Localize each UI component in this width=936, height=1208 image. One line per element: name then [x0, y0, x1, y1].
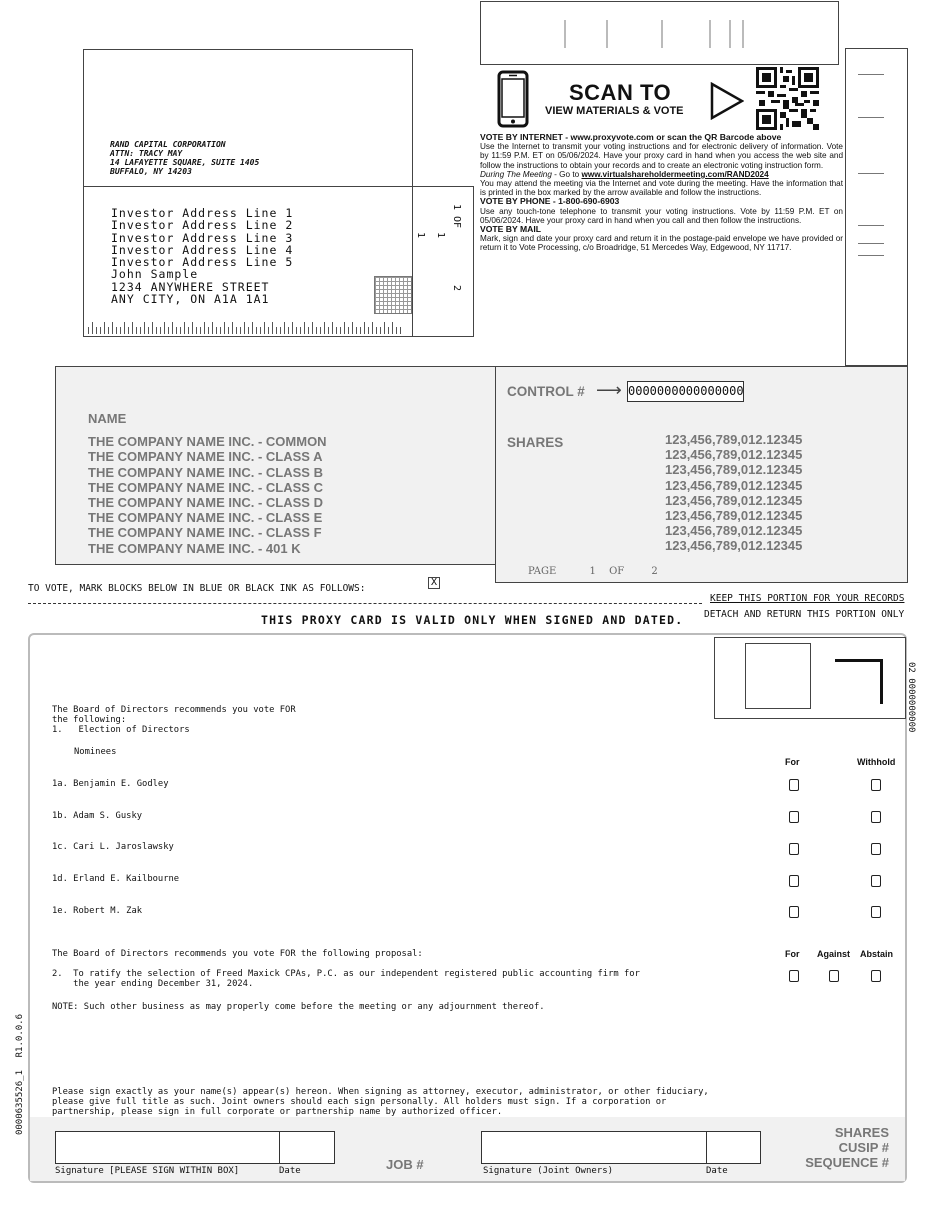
validity-notice: THIS PROXY CARD IS VALID ONLY WHEN SIGNED AND DATED.	[261, 613, 684, 627]
meeting-body: You may attend the meeting via the Internet and vote during the meeting. Have the information that is printed in the box marked by the arrow available and follow the instructions.	[480, 179, 843, 198]
postal-bar	[128, 327, 129, 334]
nominee-1c: 1c. Cari L. Jaroslawsky	[52, 842, 174, 852]
postal-bar	[260, 327, 261, 334]
postal-bar	[196, 327, 197, 334]
postal-bar	[364, 322, 365, 334]
control-number: 0000000000000000	[627, 381, 744, 402]
page-indicator	[528, 566, 658, 577]
page-vertical-c: 1	[415, 232, 426, 239]
postal-bar	[176, 327, 177, 334]
postal-bar	[356, 327, 357, 334]
postal-bar	[308, 327, 309, 334]
postal-bar	[240, 327, 241, 334]
postal-bar	[96, 327, 97, 334]
nominee-1d: 1d. Erland E. Kailbourne	[52, 874, 180, 884]
postal-bar	[352, 322, 353, 334]
nominee-1a: 1a. Benjamin E. Godley	[52, 779, 169, 789]
share-amount: 123,456,789,012.12345	[665, 492, 803, 508]
ballot-barcode-square	[745, 643, 811, 709]
meeting-heading-text: - Go to	[551, 169, 582, 179]
postal-bar	[280, 327, 281, 334]
col-for-header: For	[785, 757, 800, 767]
checkbox-1b-for[interactable]	[789, 811, 799, 823]
address-divider	[412, 186, 413, 336]
shares-field-label: SHARES	[834, 1125, 889, 1140]
postal-bar	[220, 327, 221, 334]
postal-bar	[152, 322, 153, 334]
company-name: THE COMPANY NAME INC. - CLASS A	[88, 449, 323, 465]
postal-bar	[104, 322, 105, 334]
joint-signature-field[interactable]	[481, 1131, 707, 1164]
postal-bar	[316, 327, 317, 334]
postal-bar	[212, 322, 213, 334]
meeting-link[interactable]: www.virtualshareholdermeeting.com/RAND2024	[581, 169, 769, 179]
registration-grid-mark	[374, 276, 412, 314]
postal-bar	[180, 327, 181, 334]
postal-bar	[112, 322, 113, 334]
postal-bar	[160, 327, 161, 334]
page-vertical-a: 1 OF	[451, 204, 462, 229]
postal-bar	[332, 322, 333, 334]
col-against-header: Against	[817, 949, 851, 959]
postal-bar	[400, 327, 401, 334]
checkbox-1b-withhold[interactable]	[871, 811, 881, 823]
page-total: 2	[651, 566, 658, 577]
share-amount: 123,456,789,012.12345	[665, 538, 803, 554]
postal-bar	[300, 327, 301, 334]
postal-bar	[224, 322, 225, 334]
investor-address	[111, 207, 293, 305]
share-amount: 123,456,789,012.12345	[665, 477, 803, 493]
checkbox-1d-withhold[interactable]	[871, 875, 881, 887]
page-of: OF	[609, 566, 625, 577]
postal-bar	[248, 327, 249, 334]
checkbox-1a-for[interactable]	[789, 779, 799, 791]
investor-line: Investor Address Line 2	[111, 218, 294, 233]
postal-bar	[216, 327, 217, 334]
postal-bar	[388, 327, 389, 334]
postal-bar	[108, 327, 109, 334]
joint-date-field[interactable]	[706, 1131, 761, 1164]
page-vertical-d: 2	[451, 285, 462, 292]
share-amount: 123,456,789,012.12345	[665, 508, 803, 524]
postal-bar	[204, 322, 205, 334]
checkbox-2-against[interactable]	[829, 970, 839, 982]
checkbox-2-for[interactable]	[789, 970, 799, 982]
postal-bar	[144, 322, 145, 334]
postal-bar	[272, 322, 273, 334]
scan-title: SCAN TO	[569, 80, 672, 105]
sender-line: ATTN: TRACY MAY	[110, 149, 183, 158]
postal-bar	[100, 327, 101, 334]
checkbox-1a-withhold[interactable]	[871, 779, 881, 791]
company-name: THE COMPANY NAME INC. - CLASS F	[88, 525, 322, 541]
postal-bar	[156, 327, 157, 334]
postal-bar	[140, 327, 141, 334]
page-number: 1	[589, 566, 596, 577]
col-withhold-header: Withhold	[857, 757, 896, 767]
postal-bar	[376, 327, 377, 334]
play-arrow-icon	[710, 82, 744, 120]
internet-body: Use the Internet to transmit your voting instructions and for electronic delivery of information. Vote by 11:59 P.M. ET on 05/06/2024. Have your proxy card in hand when you access the web site and follow the instructions to obtain your records and to create an electronic voting instruction form.	[480, 142, 843, 170]
date-label: Date	[279, 1166, 301, 1176]
mail-heading: VOTE BY MAIL	[480, 224, 541, 235]
sender-line: RAND CAPITAL CORPORATION	[110, 140, 226, 149]
postal-bar	[324, 322, 325, 334]
postal-bar	[292, 322, 293, 334]
postal-bar	[124, 322, 125, 334]
checkbox-1e-for[interactable]	[789, 906, 799, 918]
page-label: PAGE	[528, 566, 557, 577]
joint-signature-label: Signature (Joint Owners)	[483, 1166, 614, 1176]
signature-field[interactable]	[55, 1131, 280, 1164]
company-name: THE COMPANY NAME INC. - COMMON	[88, 434, 327, 450]
postal-bar	[296, 327, 297, 334]
detach-line	[28, 603, 702, 604]
postal-bar	[328, 327, 329, 334]
postal-bar	[336, 327, 337, 334]
postal-bar	[200, 327, 201, 334]
postal-bar	[228, 327, 229, 334]
item1-election: 1. Election of Directors	[52, 725, 190, 735]
postal-bar	[168, 327, 169, 334]
postal-bar	[236, 327, 237, 334]
sender-address	[110, 140, 259, 176]
postal-bar	[340, 327, 341, 334]
board-recommendation-2: The Board of Directors recommends you vote FOR the following proposal:	[52, 949, 423, 959]
signature-label: Signature [PLEASE SIGN WITHIN BOX]	[55, 1166, 240, 1176]
mail-body: Mark, sign and date your proxy card and return it in the postage-paid envelope we have provided or return it to Vote Processing, c/o Broadridge, 51 Mercedes Way, Edgewood, NY 11717.	[480, 234, 843, 253]
checkbox-2-abstain[interactable]	[871, 970, 881, 982]
qr-code-icon[interactable]	[756, 67, 819, 130]
postal-bar	[148, 327, 149, 334]
postal-bar	[320, 327, 321, 334]
postal-bar	[392, 322, 393, 334]
investor-line: Investor Address Line 4	[111, 242, 294, 257]
detach-return-label: DETACH AND RETURN THIS PORTION ONLY	[704, 609, 905, 620]
investor-line: 1234 ANYWHERE STREET	[111, 279, 270, 294]
share-amount: 123,456,789,012.12345	[665, 523, 803, 539]
investor-line: Investor Address Line 3	[111, 230, 294, 245]
control-label: CONTROL #	[507, 384, 585, 399]
left-version-code: R1.0.0.6	[15, 1014, 25, 1058]
postal-bar	[244, 322, 245, 334]
top-barcode-box	[480, 1, 839, 65]
name-label: NAME	[88, 411, 127, 426]
postal-bar	[268, 327, 269, 334]
keep-portion-label: KEEP THIS PORTION FOR YOUR RECORDS	[710, 593, 905, 604]
company-name: THE COMPANY NAME INC. - CLASS C	[88, 479, 323, 495]
investor-line: Investor Address Line 5	[111, 255, 294, 270]
checkbox-1c-withhold[interactable]	[871, 843, 881, 855]
vote-instruction: TO VOTE, MARK BLOCKS BELOW IN BLUE OR BLACK INK AS FOLLOWS:	[28, 583, 366, 594]
postal-bar	[348, 327, 349, 334]
x-mark-example: X	[428, 577, 440, 589]
company-name: THE COMPANY NAME INC. - CLASS D	[88, 495, 323, 511]
side-barcode-strip	[845, 48, 908, 366]
postal-bar	[88, 327, 89, 334]
sign-instructions: Please sign exactly as your name(s) appear(s) hereon. When signing as attorney, executor, administrator, or other fiduciary, please give full title as such. Joint owners should each sign personally. All holders must sign. If a corporation or partnership, please sign in full corporate or partnership name by authorized officer.	[52, 1087, 709, 1117]
postal-bar	[384, 322, 385, 334]
barcode-ticks	[481, 2, 838, 64]
company-name: THE COMPANY NAME INC. - CLASS B	[88, 464, 323, 480]
postal-bar	[116, 327, 117, 334]
investor-line: John Sample	[111, 267, 199, 282]
postal-bar	[360, 327, 361, 334]
board-recommendation: The Board of Directors recommends you vote FOR the following:	[52, 705, 296, 725]
postal-bar	[232, 322, 233, 334]
control-arrow-icon: ⟶	[596, 380, 622, 400]
nominees-label: Nominees	[74, 747, 117, 757]
phone-body: Use any touch-tone telephone to transmit your voting instructions. Vote by 11:59 P.M. ET on 05/06/2024. Have your proxy card in hand when you call and then follow the instructions.	[480, 206, 843, 225]
nominee-1e: 1e. Robert M. Zak	[52, 906, 143, 916]
postal-bar	[312, 322, 313, 334]
nominee-1b: 1b. Adam S. Gusky	[52, 811, 143, 821]
postal-bar	[188, 327, 189, 334]
col-abstain-header: Abstain	[860, 949, 894, 959]
company-name-list	[88, 411, 327, 556]
postal-bar	[184, 322, 185, 334]
page-vertical-b: 1	[435, 232, 446, 239]
postal-bar	[136, 327, 137, 334]
shares-list	[665, 432, 802, 554]
note-text: NOTE: Such other business as may properly come before the meeting or any adjournment thereof.	[52, 1002, 545, 1012]
job-label: JOB #	[386, 1157, 424, 1172]
company-name: THE COMPANY NAME INC. - CLASS E	[88, 510, 323, 526]
phone-heading: VOTE BY PHONE - 1-800-690-6903	[480, 196, 620, 207]
share-amount: 123,456,789,012.12345	[665, 432, 803, 447]
ballot-side-code: 02 0000000000	[906, 662, 916, 733]
checkbox-1c-for[interactable]	[789, 843, 799, 855]
left-job-code: 0000635526_1	[15, 1070, 25, 1136]
postal-bar	[132, 322, 133, 334]
postal-bar	[192, 322, 193, 334]
sender-line: BUFFALO, NY 14203	[110, 167, 192, 176]
investor-line: Investor Address Line 1	[111, 206, 294, 220]
meeting-heading-italic: During The Meeting	[480, 169, 552, 179]
checkbox-1e-withhold[interactable]	[871, 906, 881, 918]
postal-bar	[288, 327, 289, 334]
corner-registration-mark	[835, 659, 883, 704]
postal-bar	[368, 327, 369, 334]
cusip-field-label: CUSIP #	[838, 1140, 889, 1155]
postal-barcode	[88, 322, 404, 334]
share-amount: 123,456,789,012.12345	[665, 462, 803, 478]
internet-heading: VOTE BY INTERNET - www.proxyvote.com or scan the QR Barcode above	[480, 132, 782, 142]
scan-subtitle: VIEW MATERIALS & VOTE	[545, 105, 684, 117]
col-for2-header: For	[785, 949, 800, 959]
postal-bar	[208, 327, 209, 334]
postal-bar	[120, 327, 121, 334]
phone-icon	[497, 70, 529, 128]
postal-bar	[304, 322, 305, 334]
postal-bar	[264, 322, 265, 334]
shares-cusip-sequence	[799, 1125, 889, 1170]
postal-bar	[276, 327, 277, 334]
postal-bar	[396, 327, 397, 334]
shares-label: SHARES	[507, 435, 564, 450]
postal-bar	[284, 322, 285, 334]
sequence-field-label: SEQUENCE #	[805, 1155, 889, 1170]
sender-line: 14 LAFAYETTE SQUARE, SUITE 1405	[110, 158, 260, 167]
postal-bar	[252, 322, 253, 334]
postal-bar	[172, 322, 173, 334]
postal-bar	[344, 322, 345, 334]
postal-bar	[164, 322, 165, 334]
postal-bar	[372, 322, 373, 334]
investor-line: ANY CITY, ON A1A 1A1	[111, 292, 270, 307]
joint-date-label: Date	[706, 1166, 728, 1176]
company-name: THE COMPANY NAME INC. - 401 K	[88, 540, 301, 556]
voting-instructions	[480, 133, 843, 253]
date-field[interactable]	[279, 1131, 335, 1164]
share-amount: 123,456,789,012.12345	[665, 447, 803, 463]
checkbox-1d-for[interactable]	[789, 875, 799, 887]
postal-bar	[92, 322, 93, 334]
postal-bar	[256, 327, 257, 334]
item2-ratify: 2. To ratify the selection of Freed Maxick CPAs, P.C. as our independent registered public accounting firm for the year ending December 31, 2024.	[52, 969, 640, 989]
postal-bar	[380, 327, 381, 334]
